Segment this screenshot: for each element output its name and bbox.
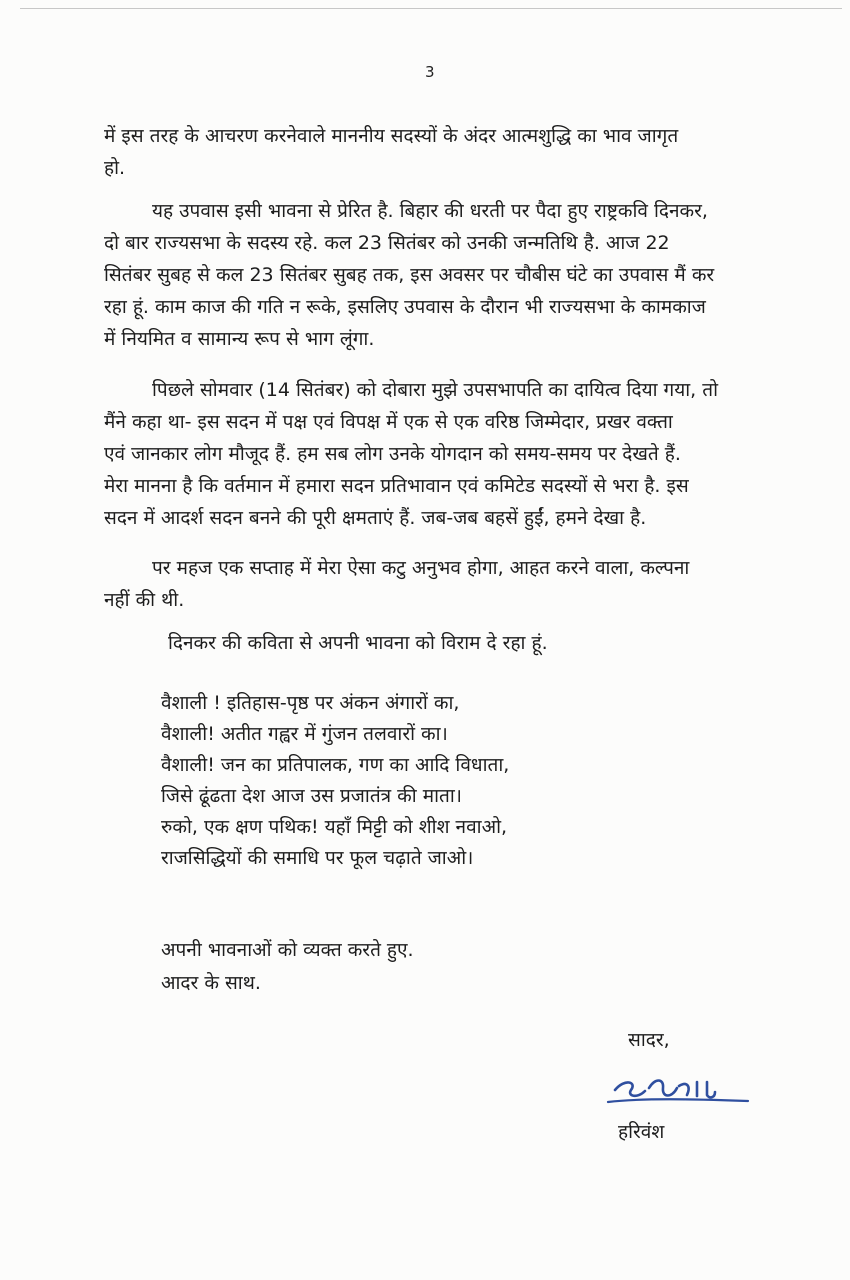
paragraph-text: पर महज एक सप्ताह में मेरा ऐसा कटु अनुभव होगा, आहत करने वाला, कल्पना [152,557,690,579]
paragraph-1 [104,120,822,184]
paragraph-line: नहीं की थी. [104,589,185,611]
paragraph-line: दो बार राज्यसभा के सदस्य रहे. कल 23 सितंबर को उनकी जन्मतिथि है. आज 22 [104,232,670,254]
paragraph-line: रहा हूं. काम काज की गति न रूके, इसलिए उपवास के दौरान भी राज्यसभा के कामकाज [104,296,706,318]
paragraph-2 [104,195,822,355]
paragraph-line: एवं जानकार लोग मौजूद हैं. हम सब लोग उनके योगदान को समय-समय पर देखते हैं. [104,443,681,465]
paragraph-line [104,374,822,406]
paragraph-line: मेरा मानना है कि वर्तमान में हमारा सदन प्रतिभावान एवं कमिटेड सदस्यों से भरा है. इस [104,475,689,497]
paragraph-line: सितंबर सुबह से कल 23 सितंबर सुबह तक, इस अवसर पर चौबीस घंटे का उपवास मैं कर [104,264,715,286]
paragraph-text: यह उपवास इसी भावना से प्रेरित है. बिहार की धरती पर पैदा हुए राष्ट्रकवि दिनकर, [152,200,708,222]
paragraph-line: में इस तरह के आचरण करनेवाले माननीय सदस्यों के अंदर आत्मशुद्धि का भाव जागृत [104,125,679,147]
paragraph-line: मैंने कहा था- इस सदन में पक्ष एवं विपक्ष में एक से एक वरिष्ठ जिम्मेदार, प्रखर वक्ता [104,411,673,433]
paragraph-line: दिनकर की कविता से अपनी भावना को विराम दे रहा हूं. [168,632,548,654]
paragraph-line [104,195,822,227]
paragraph-text: पिछले सोमवार (14 सितंबर) को दोबारा मुझे उपसभापति का दायित्व दिया गया, तो [152,379,719,401]
paragraph-5 [168,627,850,659]
poem-line: रुको, एक क्षण पथिक! यहाँ मिट्टी को शीश नवाओ, [161,816,508,838]
paragraph-line: सदन में आदर्श सदन बनने की पूरी क्षमताएं हैं. जब-जब बहसें हुईं, हमने देखा है. [104,507,647,529]
poem-line: वैशाली! अतीत गह्वर में गुंजन तलवारों का। [161,723,448,745]
paragraph-4 [104,552,822,616]
top-rule [20,8,842,9]
poem-line: वैशाली! जन का प्रतिपालक, गण का आदि विधाता, [161,754,510,776]
closing-block [161,934,414,1000]
signatory-name: हरिवंश [618,1121,665,1143]
page-number: 3 [425,63,435,81]
salutation: सादर, [628,1029,670,1051]
closing-line: आदर के साथ. [161,972,261,994]
signature-icon [603,1068,753,1110]
poem-block [161,688,681,874]
closing-line: अपनी भावनाओं को व्यक्त करते हुए. [161,939,414,961]
paragraph-line: हो. [104,157,126,179]
poem-line: जिसे ढूंढता देश आज उस प्रजातंत्र की माता। [161,785,462,807]
poem-line: राजसिद्धियों की समाधि पर फूल चढ़ाते जाओ। [161,847,474,869]
paragraph-line: में नियमित व सामान्य रूप से भाग लूंगा. [104,328,375,350]
poem-line: वैशाली ! इतिहास-पृष्ठ पर अंकन अंगारों का, [161,692,460,714]
paragraph-line [104,552,822,584]
paragraph-3 [104,374,822,534]
